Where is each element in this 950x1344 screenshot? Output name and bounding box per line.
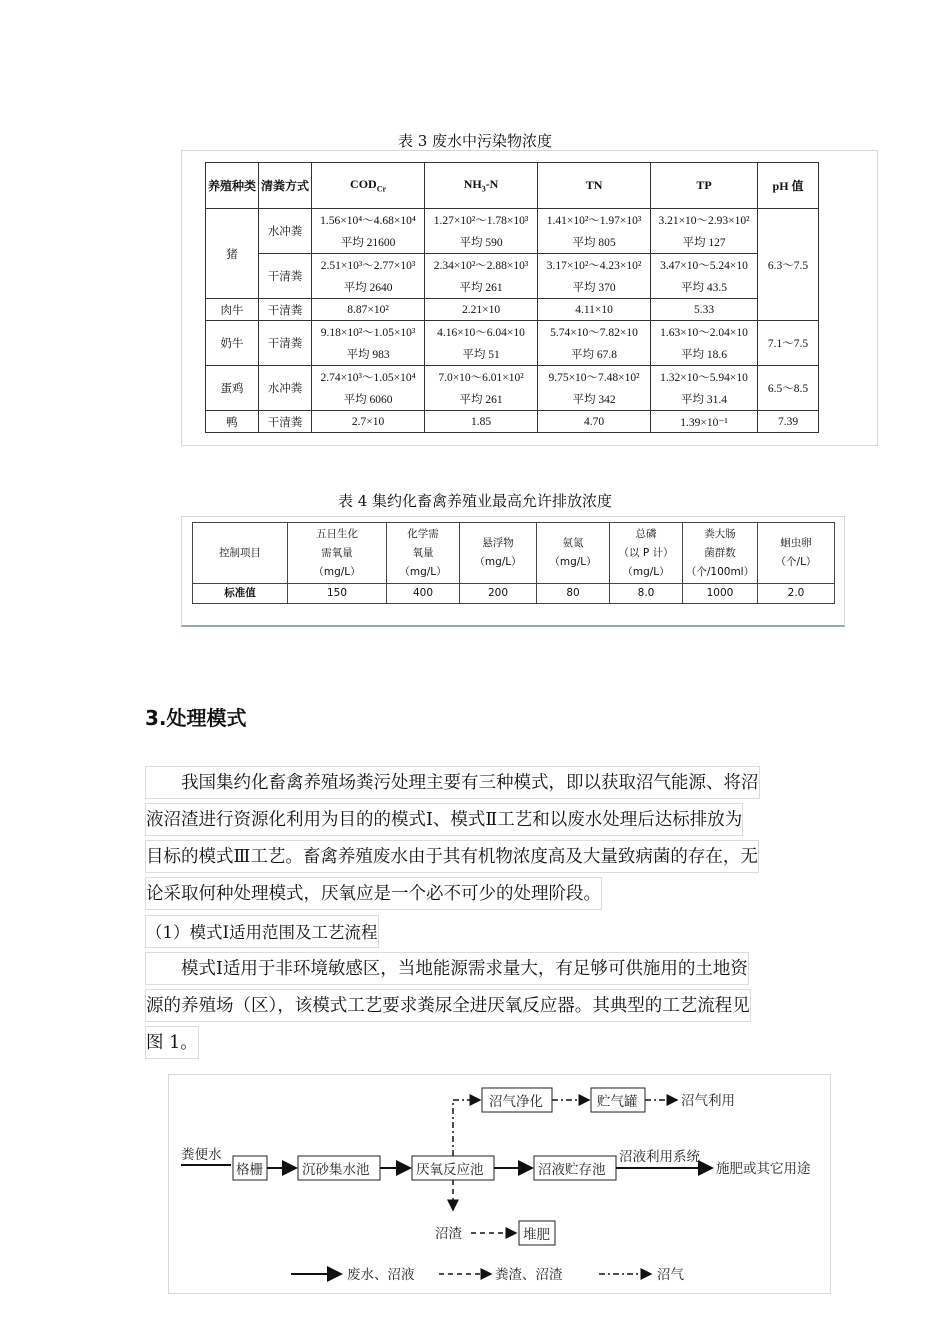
th-ph: pH 值 <box>758 163 819 209</box>
t4-col-text: （个/L） <box>775 556 817 568</box>
cell: 5.33 <box>651 299 758 321</box>
cell-method: 水冲粪 <box>259 209 312 254</box>
subheading-line: （1）模式Ⅰ适用范围及工艺流程 <box>145 915 379 948</box>
cell-ph: 7.1～7.5 <box>758 321 819 366</box>
cell: 1.56×10⁴～4.68×10⁴ <box>312 209 425 232</box>
cell: 1.85 <box>425 411 538 433</box>
cell: 平均 805 <box>538 231 651 254</box>
t4-col-text: （mg/L） <box>549 556 597 568</box>
t4-col-text: 蛔虫卵 <box>780 537 812 549</box>
label-liquid-tank: 沼液贮存池 <box>538 1162 606 1178</box>
table-row <box>206 411 819 433</box>
cell: 4.70 <box>538 411 651 433</box>
table4-caption: 表 4 集约化畜禽养殖业最高允许排放浓度 <box>337 492 613 510</box>
t4-col-ss <box>460 523 537 584</box>
body-line: 我国集约化畜禽养殖场粪污处理主要有三种模式，即以获取沼气能源、将沼 <box>145 766 760 799</box>
label-sand: 沉砂集水池 <box>302 1162 370 1178</box>
cell: 2.74×10³～1.05×10⁴ <box>312 366 425 389</box>
t4-col-eggs <box>758 523 835 584</box>
cell-species: 鸭 <box>206 411 259 433</box>
t4-col-text: （mg/L） <box>399 565 447 578</box>
cell: 2.7×10 <box>312 411 425 433</box>
label-purify: 沼气净化 <box>489 1094 543 1110</box>
cell-species: 猪 <box>206 209 259 299</box>
cell-method: 干清粪 <box>259 299 312 321</box>
t4-col-cod <box>387 523 460 584</box>
body-line: 图 1。 <box>145 1026 199 1059</box>
cell: 平均 261 <box>425 388 538 411</box>
legend-label: 废水、沼液 <box>347 1267 415 1283</box>
cell: 平均 342 <box>538 388 651 411</box>
cell-ph: 6.5～8.5 <box>758 366 819 411</box>
t4-col-text: 需氧量 <box>321 546 353 559</box>
cell: 9.18×10²～1.05×10³ <box>312 321 425 344</box>
body-line: 源的养殖场（区），该模式工艺要求粪尿全进厌氧反应器。其典型的工艺流程见 <box>145 989 751 1022</box>
t4-col-text: 总磷 <box>635 527 657 540</box>
cell: 1.63×10～2.04×10 <box>651 321 758 344</box>
process-diagram <box>168 1074 831 1294</box>
table-row <box>206 321 819 344</box>
cell: 3.21×10～2.93×10² <box>651 209 758 232</box>
cell: 1000 <box>683 584 758 604</box>
section-heading: 3.处理模式 <box>145 706 247 730</box>
legend-label: 粪渣、沼渣 <box>495 1267 563 1283</box>
cell: 4.11×10 <box>538 299 651 321</box>
cell: 平均 2640 <box>312 276 425 299</box>
cell: 8.87×10² <box>312 299 425 321</box>
body-line: 目标的模式Ⅲ工艺。畜禽养殖废水由于其有机物浓度高及大量致病菌的存在，无 <box>145 840 759 873</box>
cell: 7.39 <box>758 411 819 433</box>
t4-col-text: 氧量 <box>412 546 434 559</box>
table3-caption: 表 3 废水中污染物浓度 <box>397 132 553 150</box>
table-row <box>206 366 819 389</box>
cell-method: 干清粪 <box>259 321 312 366</box>
cell: 400 <box>387 584 460 604</box>
label-grid: 格栅 <box>236 1162 263 1178</box>
cell: 平均 983 <box>312 343 425 366</box>
th-method: 清粪方式 <box>259 163 312 209</box>
th-tp: TP <box>651 163 758 209</box>
cell: 平均 51 <box>425 343 538 366</box>
t4-row-label: 标准值 <box>193 584 288 604</box>
cell: 1.27×10²～1.78×10³ <box>425 209 538 232</box>
cell: 平均 370 <box>538 276 651 299</box>
label-gas-use: 沼气利用 <box>681 1093 735 1109</box>
process-diagram-svg <box>169 1075 830 1293</box>
table4-frame <box>181 516 845 627</box>
cell: 平均 21600 <box>312 231 425 254</box>
cell: 1.32×10～5.94×10 <box>651 366 758 389</box>
table-row <box>193 584 835 604</box>
th-nh3: $NH_3-N$ <box>425 163 538 209</box>
cell-ph: 6.3～7.5 <box>758 209 819 321</box>
t4-col-text: 悬浮物 <box>482 537 514 549</box>
t4-row-header: 控制项目 <box>193 523 288 584</box>
cell-method: 干清粪 <box>259 254 312 299</box>
cell-method: 干清粪 <box>259 411 312 433</box>
cell: 200 <box>460 584 537 604</box>
label-reactor: 厌氧反应池 <box>416 1162 484 1178</box>
table3 <box>205 162 819 433</box>
cell: 3.17×10²～4.23×10² <box>538 254 651 277</box>
t4-col-text: 菌群数 <box>704 546 736 559</box>
t4-col-text: （以 P 计） <box>618 546 674 559</box>
body-line: 论采取何种处理模式，厌氧应是一个必不可少的处理阶段。 <box>145 877 602 910</box>
cell-species: 蛋鸡 <box>206 366 259 411</box>
cell: 150 <box>288 584 387 604</box>
cell-method: 水冲粪 <box>259 366 312 411</box>
t4-col-text: （mg/L） <box>313 565 361 578</box>
t4-col-tp <box>610 523 683 584</box>
th-species: 养殖种类 <box>206 163 259 209</box>
label-input: 粪便水 <box>181 1147 222 1163</box>
cell: 平均 127 <box>651 231 758 254</box>
cell: 7.0×10～6.01×10² <box>425 366 538 389</box>
t4-col-nh3 <box>537 523 610 584</box>
t4-col-text: （mg/L） <box>622 565 670 578</box>
table4 <box>192 522 835 604</box>
cell: 4.16×10～6.04×10 <box>425 321 538 344</box>
t4-col-text: （个/100ml） <box>685 565 755 578</box>
label-compost: 堆肥 <box>523 1227 550 1243</box>
t4-col-text: 五日生化 <box>316 527 358 540</box>
t4-col-bod <box>288 523 387 584</box>
cell: 2.34×10²～2.88×10³ <box>425 254 538 277</box>
table-row <box>206 254 819 277</box>
body-line: 模式Ⅰ适用于非环境敏感区，当地能源需求量大，有足够可供施用的土地资 <box>145 952 749 985</box>
th-cod: $COD_{Cr}$ <box>312 163 425 209</box>
cell: 8.0 <box>610 584 683 604</box>
cell: 1.39×10⁻¹ <box>651 411 758 433</box>
t4-col-text: 氨氮 <box>562 537 584 549</box>
t4-col-coliform <box>683 523 758 584</box>
cell: 1.41×10²～1.97×10³ <box>538 209 651 232</box>
body-line: 液沼渣进行资源化利用为目的的模式Ⅰ、模式Ⅱ工艺和以废水处理后达标排放为 <box>145 803 743 836</box>
cell: 平均 67.8 <box>538 343 651 366</box>
cell: 平均 31.4 <box>651 388 758 411</box>
label-gas-tank: 贮气罐 <box>597 1094 638 1110</box>
label-fertilize: 施肥或其它用途 <box>716 1161 811 1177</box>
cell: 平均 18.6 <box>651 343 758 366</box>
table3-frame <box>181 150 878 446</box>
t4-col-text: 粪大肠 <box>704 527 736 540</box>
cell: 平均 261 <box>425 276 538 299</box>
th-tn: TN <box>538 163 651 209</box>
cell: 平均 590 <box>425 231 538 254</box>
cell: 平均 6060 <box>312 388 425 411</box>
t4-col-text: 化学需 <box>407 527 439 540</box>
cell: 平均 43.5 <box>651 276 758 299</box>
label-residue: 沼渣 <box>435 1226 462 1242</box>
cell: 2.51×10³～2.77×10³ <box>312 254 425 277</box>
cell: 3.47×10～5.24×10 <box>651 254 758 277</box>
label-liquid-use: 沼液利用系统 <box>619 1149 700 1165</box>
t4-col-text: （mg/L） <box>474 556 522 568</box>
cell: 9.75×10～7.48×10² <box>538 366 651 389</box>
table-row <box>206 299 819 321</box>
legend-label: 沼气 <box>657 1267 684 1283</box>
cell-species: 奶牛 <box>206 321 259 366</box>
cell: 80 <box>537 584 610 604</box>
table-row <box>206 209 819 232</box>
cell-species: 肉牛 <box>206 299 259 321</box>
cell: 5.74×10～7.82×10 <box>538 321 651 344</box>
cell: 2.0 <box>758 584 835 604</box>
cell: 2.21×10 <box>425 299 538 321</box>
